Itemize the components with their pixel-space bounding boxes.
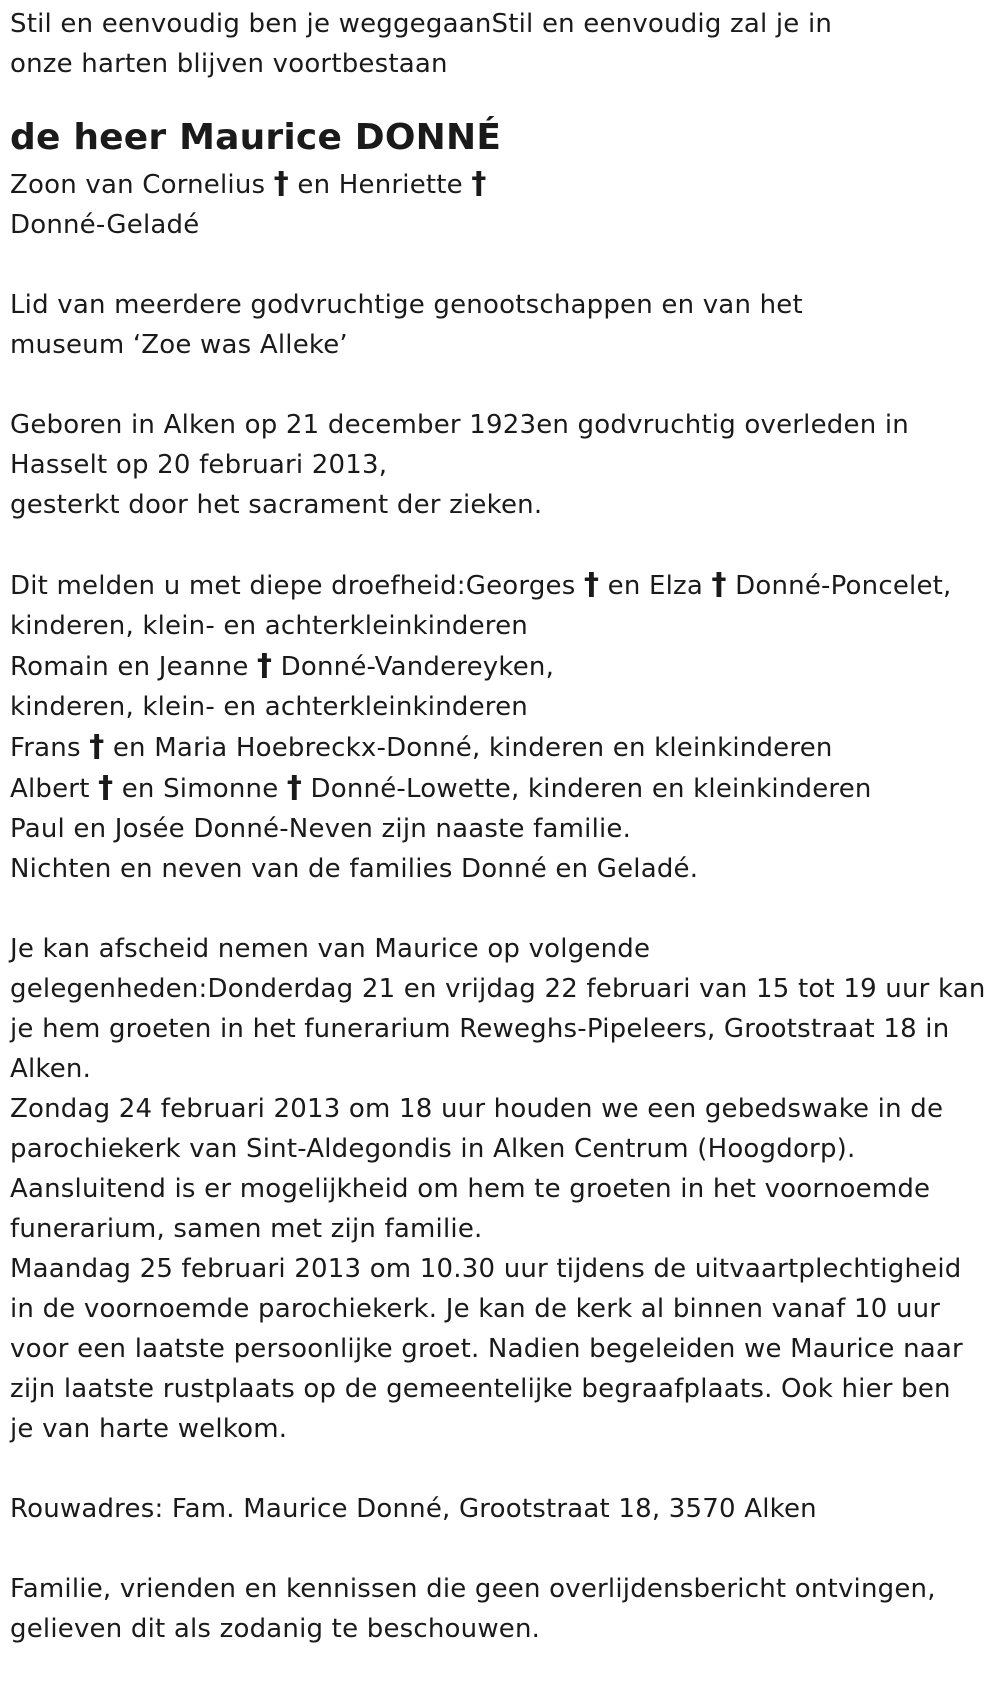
cross-icon: † [89, 729, 105, 764]
parents-text: Zoon van Cornelius [10, 170, 266, 200]
family-line [10, 646, 985, 687]
ceremony-line: funerarium, samen met zijn familie. [10, 1214, 483, 1244]
family-text: en Simonne [121, 774, 279, 804]
parents-text: en Henriette [297, 170, 463, 200]
cross-icon: † [273, 166, 289, 201]
ceremony-line: je hem groeten in het funerarium Reweghs-Pipeleers, Grootstraat 18 in [10, 1014, 950, 1044]
family-line [10, 768, 985, 809]
family-text: Donné-Vandereyken, [280, 652, 555, 682]
cross-icon: † [471, 166, 487, 201]
closing-line: Familie, vrienden en kennissen die geen overlijdensbericht ontvingen, [10, 1574, 936, 1604]
parents-line: Donné-Geladé [10, 210, 200, 240]
closing-line: gelieven dit als zodanig te beschouwen. [10, 1614, 541, 1644]
birth-death [10, 405, 985, 525]
family-text: Donné-Poncelet, [735, 571, 952, 601]
closing-note [10, 1569, 985, 1649]
ceremony-line: voor een laatste persoonlijke groet. Nadien begeleiden we Maurice naar [10, 1334, 963, 1364]
motto-line: onze harten blijven voortbestaan [10, 49, 448, 79]
family-text: Albert [10, 774, 90, 804]
ceremony-line: Alken. [10, 1054, 92, 1084]
ceremonies [10, 929, 985, 1449]
membership-line: Lid van meerdere godvruchtige genootschappen en van het [10, 290, 803, 320]
family-line: kinderen, klein- en achterkleinkinderen [10, 692, 528, 722]
membership-line: museum ‘Zoe was Alleke’ [10, 330, 348, 360]
ceremony-line: Maandag 25 februari 2013 om 10.30 uur tijdens de uitvaartplechtigheid [10, 1254, 962, 1284]
ceremony-line: je van harte welkom. [10, 1414, 288, 1444]
cross-icon: † [257, 648, 273, 683]
parents-line [10, 164, 985, 205]
ceremony-line: Zondag 24 februari 2013 om 18 uur houden we een gebedswake in de [10, 1094, 944, 1124]
family-text: Frans [10, 733, 81, 763]
family-line: Paul en Josée Donné-Neven zijn naaste familie. [10, 814, 632, 844]
cross-icon: † [286, 770, 303, 805]
birth-death-line: Geboren in Alken op 21 december 1923en godvruchtig overleden in [10, 410, 909, 440]
deceased-block [10, 118, 985, 245]
ceremony-line: Aansluitend is er mogelijkheid om hem te groeten in het voornoemde [10, 1174, 931, 1204]
family-line [10, 565, 985, 606]
family-announcement [10, 565, 985, 889]
family-text: en Elza [607, 571, 703, 601]
birth-death-line: gesterkt door het sacrament der zieken. [10, 490, 543, 520]
membership [10, 285, 985, 365]
ceremony-line: parochiekerk van Sint-Aldegondis in Alken Centrum (Hoogdorp). [10, 1134, 856, 1164]
deceased-name: de heer Maurice DONNÉ [10, 117, 502, 158]
motto-line: Stil en eenvoudig ben je weggegaanStil en eenvoudig zal je in [10, 9, 833, 39]
family-line: Nichten en neven van de families Donné en Geladé. [10, 854, 699, 884]
ceremony-line: in de voornoemde parochiekerk. Je kan de kerk al binnen vanaf 10 uur [10, 1294, 941, 1324]
family-line: kinderen, klein- en achterkleinkinderen [10, 611, 528, 641]
cross-icon: † [583, 567, 600, 602]
ceremony-line: Je kan afscheid nemen van Maurice op volgende [10, 934, 651, 964]
mourning-address [10, 1489, 985, 1529]
cross-icon: † [711, 567, 727, 602]
ceremony-line: gelegenheden:Donderdag 21 en vrijdag 22 februari van 15 tot 19 uur kan [10, 974, 986, 1004]
obituary-document [10, 4, 985, 1689]
address-line: Rouwadres: Fam. Maurice Donné, Grootstraat 18, 3570 Alken [10, 1494, 817, 1524]
family-text: Donné-Lowette, kinderen en kleinkinderen [310, 774, 872, 804]
family-text: Romain en Jeanne [10, 652, 249, 682]
motto [10, 4, 985, 84]
ceremony-line: zijn laatste rustplaats op de gemeentelijke begraafplaats. Ook hier ben [10, 1374, 951, 1404]
family-text: Dit melden u met diepe droefheid:Georges [10, 571, 576, 601]
family-line [10, 727, 985, 768]
cross-icon: † [98, 770, 114, 805]
family-text: en Maria Hoebreckx-Donné, kinderen en kleinkinderen [112, 733, 833, 763]
birth-death-line: Hasselt op 20 februari 2013, [10, 450, 388, 480]
